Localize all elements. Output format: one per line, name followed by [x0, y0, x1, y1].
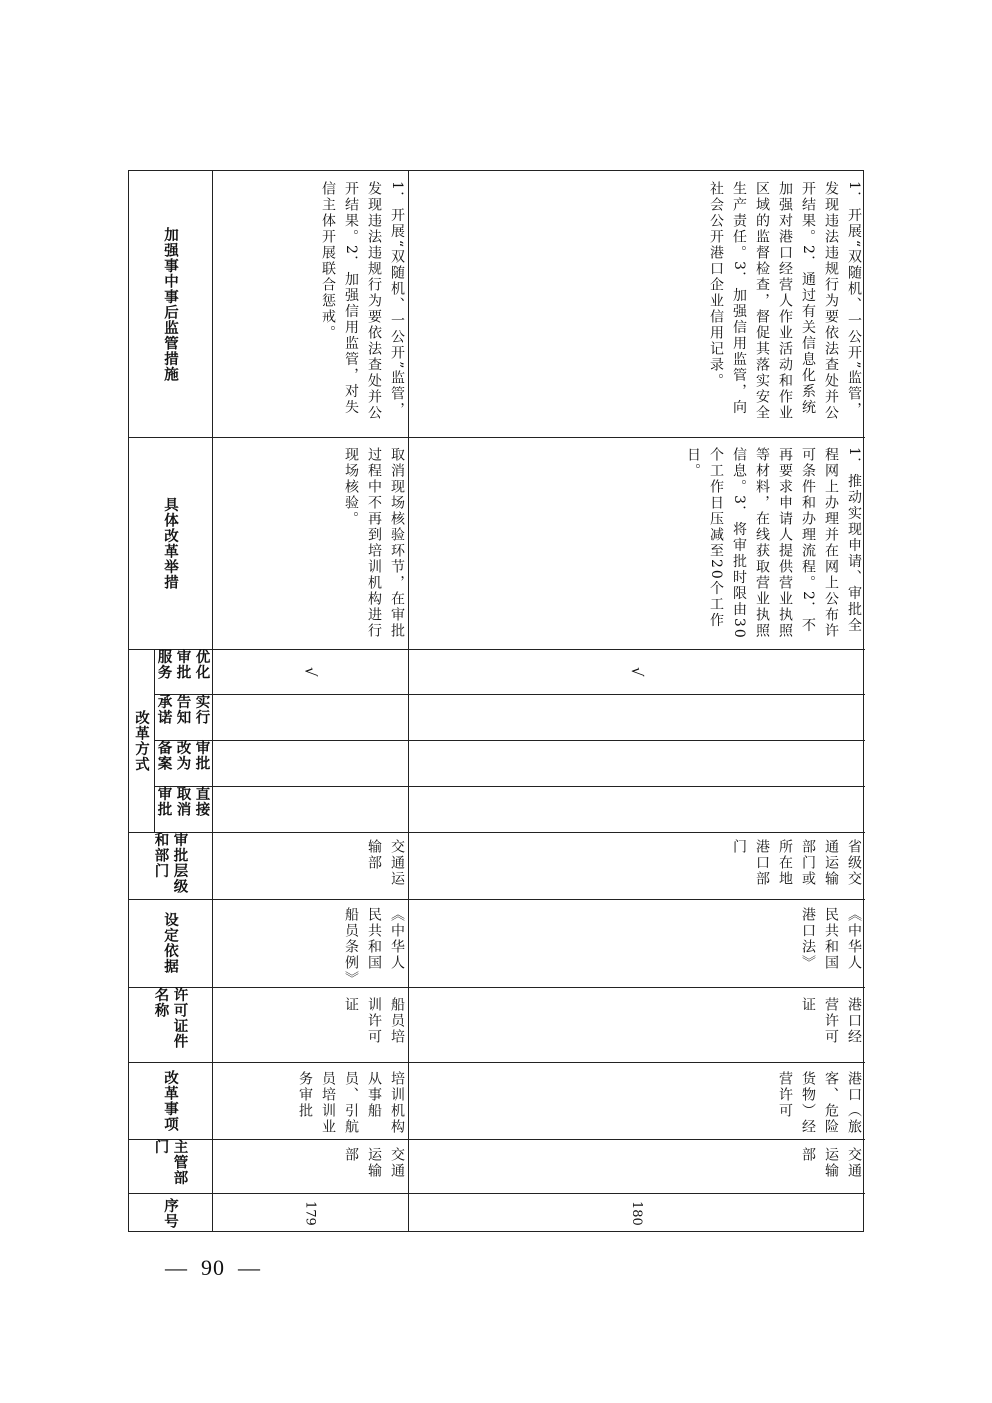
- cell-level: 交通运输部: [366, 839, 405, 887]
- cell-supervision: 1．开展“双随机、一公开”监管，发现违法违规行为要依法查处并公开结果。2．通过有关信息化系统加强对港口经营人作业活动和作业区域的监督检查，督促其落实安全生产责任。3．加强信用监管，向社会公开港口企业信用记录。: [708, 181, 862, 421]
- row-divider: [129, 1062, 865, 1063]
- cell-method-cancel: [212, 786, 408, 832]
- row-divider: [129, 899, 865, 900]
- header-methods-group: 改革方式: [133, 709, 150, 772]
- header-index: 序号: [162, 1197, 179, 1229]
- cell-measures: 1．推动实现申请、审批全程网上办理并在网上公布许可条件和办理流程。2．不再要求申请人提供营业执照等材料，在线获取营业执照信息。3．将审批时限由30个工作日压减至20个工作日。: [685, 447, 862, 640]
- cell-measures: 取消现场核验环节，在审批过程中不再到培训机构进行现场核验。: [343, 447, 405, 639]
- header-method-notify: 实行告知承诺: [155, 694, 211, 725]
- cell-method-optimize-check: √: [301, 666, 320, 677]
- cell-method-cancel: [408, 786, 865, 832]
- header-method-cancel: 直接取消审批: [155, 786, 211, 817]
- cell-dept: 交通运输部: [343, 1147, 405, 1179]
- row-divider: [129, 1139, 865, 1140]
- cell-basis: 《中华人民共和国船员条例》: [343, 907, 405, 987]
- header-dept: 主管部门: [152, 1139, 189, 1186]
- cell-license: 船员培训许可证: [343, 997, 405, 1045]
- cell-method-optimize-check: √: [628, 666, 646, 677]
- row-divider: [129, 987, 865, 988]
- cell-index: 179: [302, 1200, 318, 1226]
- header-method-optimize: 优化审批服务: [155, 649, 211, 680]
- cell-license: 港口经营许可证: [800, 997, 862, 1045]
- header-item: 改革事项: [162, 1069, 179, 1132]
- page-number: — 90 —: [165, 1255, 261, 1280]
- cell-method-filing: [212, 740, 408, 786]
- cell-item: 培训机构从事船员、引航员培训业务审批: [297, 1071, 405, 1135]
- header-measures: 具体改革举措: [162, 496, 179, 590]
- cell-level: 省级交通运输部门或所在地港口部门: [731, 839, 862, 887]
- cell-method-notify: [212, 694, 408, 740]
- header-level: 审批层级和部门: [152, 832, 189, 894]
- cell-method-filing: [408, 740, 865, 786]
- header-supervision: 加强事中事后监管措施: [162, 226, 179, 382]
- header-method-filing: 审批改为备案: [155, 740, 211, 771]
- cell-dept: 交通运输部: [800, 1147, 862, 1179]
- row-divider: [129, 437, 865, 438]
- cell-method-notify: [408, 694, 865, 740]
- reform-table: [128, 170, 864, 1232]
- cell-index: 180: [629, 1200, 644, 1226]
- row-divider: [129, 832, 865, 833]
- cell-basis: 《中华人民共和国港口法》: [800, 907, 862, 971]
- cell-supervision: 1．开展“双随机、一公开”监管，发现违法违规行为要依法查处并公开结果。2．加强信用监管，对失信主体开展联合惩戒。: [320, 181, 405, 421]
- header-basis: 设定依据: [162, 912, 179, 974]
- header-license: 许可证件名称: [152, 987, 189, 1049]
- cell-item: 港口（旅客、危险货物）经营许可: [777, 1071, 862, 1135]
